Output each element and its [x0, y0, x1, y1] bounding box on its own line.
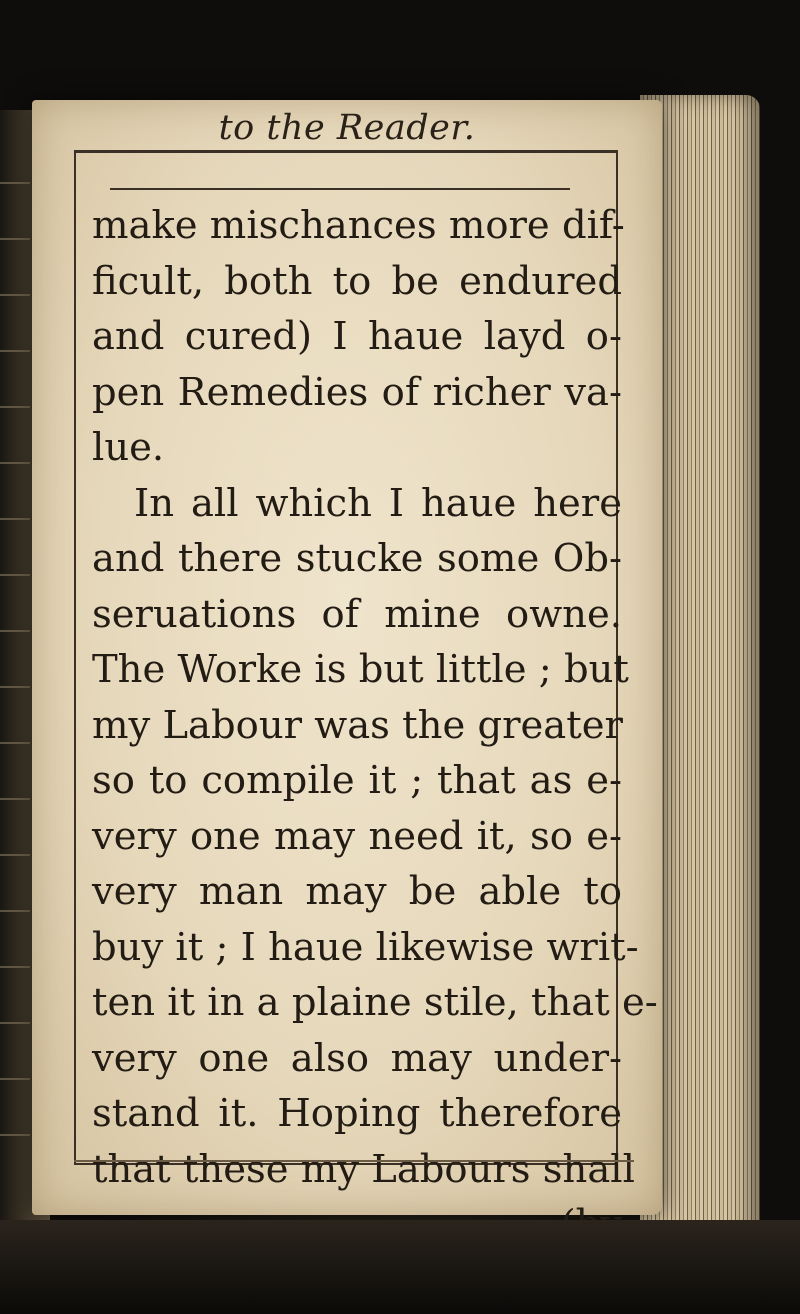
text-line: my Labour was the greater: [92, 702, 623, 748]
text-line: and cured) I haue layd o-: [92, 314, 622, 359]
text-line: very one may need it, so e-: [92, 813, 622, 859]
header-rule: [110, 188, 570, 190]
text-line: make mischances more dif-: [92, 203, 625, 248]
text-line: The Worke is but little ; but: [92, 647, 629, 692]
running-header: to the Reader.: [218, 108, 476, 148]
body-text: [92, 198, 658, 1253]
text-line: and there stucke some Ob-: [92, 536, 622, 581]
bottom-rule: [74, 1160, 634, 1162]
previous-page-bleed: [0, 140, 30, 1140]
text-line: very one also may under-: [92, 1035, 622, 1081]
bottom-shadow: [0, 1220, 800, 1314]
text-line: lue.: [92, 425, 165, 470]
text-line: buy it ; I haue likewise writ-: [92, 924, 639, 970]
text-line: that these my Labours shall: [92, 1146, 635, 1192]
text-line: In all which I haue here: [134, 480, 622, 526]
text-line: ficult, both to be endured: [92, 258, 622, 304]
text-line: so to compile it ; that as e-: [92, 758, 622, 803]
text-line: pen Remedies of richer va-: [92, 369, 622, 415]
text-line: seruations of mine owne.: [92, 591, 622, 637]
text-line: very man may be able to: [92, 869, 622, 914]
book-page: [32, 100, 662, 1215]
text-line: ten it in a plaine stile, that e-: [92, 980, 658, 1025]
text-line: stand it. Hoping therefore: [92, 1091, 622, 1136]
